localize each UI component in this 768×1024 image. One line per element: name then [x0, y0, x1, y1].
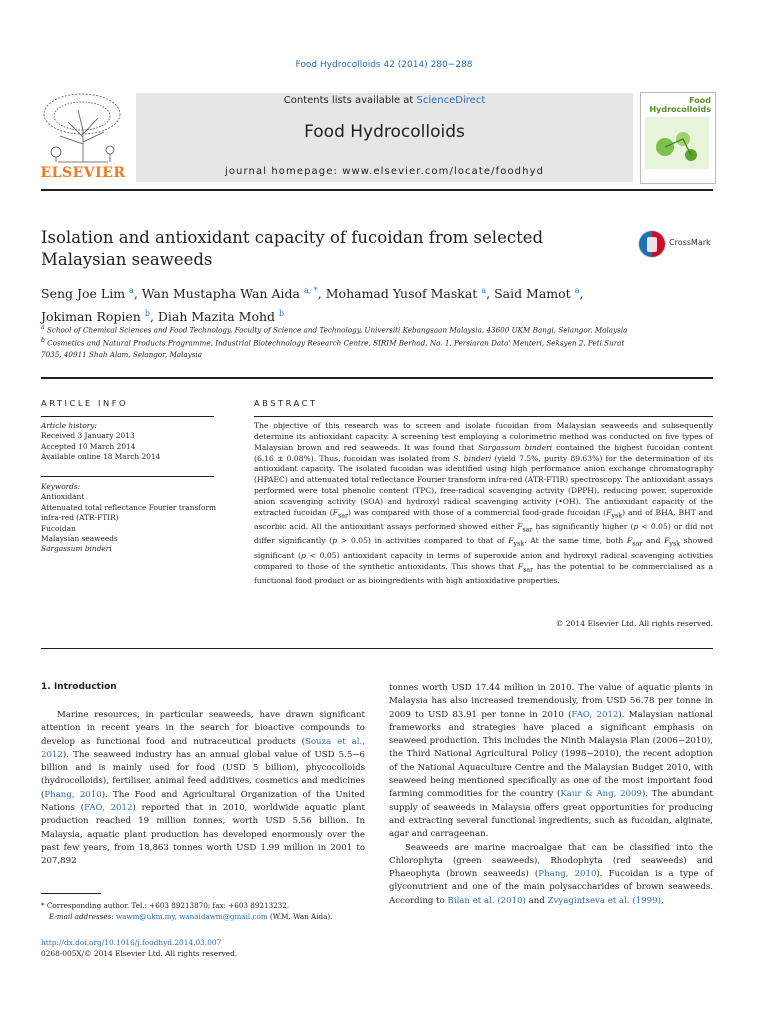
sciencedirect-link[interactable]: ScienceDirect [416, 95, 486, 106]
affiliation-mark: a [41, 324, 45, 331]
crossmark-label: CrossMark [669, 238, 711, 247]
email-link[interactable]: wanaidawm@gmail.com [179, 912, 268, 921]
section-rule [41, 377, 713, 379]
author-name: Said Mamot [494, 286, 571, 302]
header-rule [41, 189, 713, 191]
issn-line: 0268-005X/© 2014 Elsevier Ltd. All rights reserved. [41, 949, 238, 958]
article-info-rule [41, 416, 214, 417]
keywords-rule [41, 476, 214, 477]
contents-available-line [136, 95, 633, 106]
body-column-right [389, 682, 713, 908]
author-affiliation-mark[interactable]: a [481, 286, 487, 295]
corresponding-author-footnote [41, 900, 371, 922]
body-paragraph: tonnes worth USD 17.44 million in 2010. The value of aquatic plants in Malaysia has also increased tremendously, from USD 56.78 per tonne in 2009 to USD 83.91 per tonne in 2010 (FAO, 2012). Malaysian national frameworks and strategies have placed a significant emphasis on seaweed production. This includes the Ninth Malaysia Plan (2006−2010), the Third National Agricultural Policy (1998−2010), the recent adoption of the National Aquaculture Centre and the Malaysian Budget 2010, with seaweed being mentioned specifically as one of the most important food farming commodities for the country (Kaur & Ang, 2009). The abundant supply of seaweeds in Malaysia offers great opportunities for producing and extracting several functional ingredients, such as fucoidan, alginate, agar and carrageenan. [389, 683, 713, 840]
body-paragraph: Seaweeds are marine macroalgae that can be classified into the Chlorophyta (green seaweeds), Rhodophyta (red seaweeds) and Phaeophyta (brown seaweeds) (Phang, 2010). Fucoidan is a type of glyconutrient and one of the main polysaccharides of brown seaweeds. According to Bilan et al. (2010) and Zvyagintseva et al. (1999), [389, 842, 714, 906]
article-info-heading: ARTICLE INFO [41, 398, 129, 408]
history-online: Available online 18 March 2014 [41, 452, 161, 462]
author-affiliation-mark[interactable]: b [144, 309, 150, 319]
affiliation-text: Cosmetics and Natural Products Programme, Industrial Biotechnology Research Centre, SIRIM Berhad, No. 1, Persiaran Dato' Menteri, Seksyen 2, Peti Surat 7035, 40911 Shah Alam, Selangor, Malaysia [41, 338, 625, 359]
author-separator: , [149, 309, 158, 325]
email-separator: , [174, 912, 180, 921]
publisher-name: ELSEVIER [40, 165, 126, 181]
author-name: Wan Mustapha Wan Aida [141, 286, 300, 302]
history-received: Received 3 January 2013 [41, 431, 135, 441]
body-column-left: Marine resources, in particular seaweeds, have drawn significant attention in recent years in the search for bioactive compounds to develop as functional food and nutraceutical products (Souza et al., 2012). The seaweed industry has an annual global value of USD 5.5−6 billion and is mainly used for food (USD 5 billion), phycocolloids (hydrocolloids), fertiliser, animal feed additives, cosmetics and medicines (Phang, 2010). The Food and Agricultural Organization of the United Nations (FAO, 2012) reported that in 2010, worldwide aquatic plant production reached 19 million tonnes, worth USD 5.56 billion. In Malaysia, aquatic plant production has developed enormously over the past few years, from 18,863 tonnes worth USD 1.99 million in 2001 to 207,892 [41, 710, 366, 867]
footnote-rule [41, 893, 101, 894]
citation-link[interactable]: FAO, 2012 [84, 803, 133, 814]
email-link[interactable]: wawm@ukm.my [116, 912, 175, 921]
article-history [41, 421, 216, 463]
keyword: Antioxidant [41, 492, 85, 502]
keyword: Fucoidan [41, 523, 76, 533]
journal-title: Food Hydrocolloids [304, 122, 465, 142]
crossmark-badge[interactable] [637, 229, 717, 259]
citation-link[interactable]: Kaur & Ang, 2009 [560, 789, 642, 800]
keyword: Sargassum binderi [41, 544, 112, 554]
keyword: Attenuated total reflectance Fourier transform infra-red (ATR-FTIR) [41, 502, 217, 523]
citation-link[interactable]: Phang, 2010 [44, 789, 102, 800]
affiliation-a [41, 322, 641, 335]
keyword: Malaysian seaweeds [41, 534, 118, 544]
citation-link[interactable]: Phang, 2010 [538, 869, 597, 880]
author-affiliation-mark[interactable]: a [129, 286, 134, 295]
affiliations [41, 322, 641, 360]
article-title: Isolation and antioxidant capacity of fucoidan from selected Malaysian seaweeds [41, 228, 544, 269]
cover-title: Food Hydrocolloids [649, 96, 711, 114]
author-affiliation-mark[interactable]: a, * [303, 286, 318, 295]
abstract-text: The objective of this research was to screen and isolate fucoidan from Malaysian seaweeds and subsequently determine its antioxidant capacity. A screening test employing a colorimetric method was conducted on five types of Malaysian brown and red seaweeds. It was found that Sargassum binderi contained the highest fucoidan content (6.16 ± 0.08%). Thus, fucoidan was isolated from S. binderi (yield 7.5%, purity 89.63%) for the determination of its antioxidant capacity. The isolated fucoidan was identified using high performance anion exchange chromatography (HPAEC) and attenuated total reflectance Fourier transform infra-red (ATR-FTIR) spectroscopy. The antioxidant assays performed were total phenolic content (TPC), free-radical scavenging activity (DPPH), reducing power, superoxide anion scavenging activity (SOA) and hydroxyl radical scavenging activity (•OH). The antioxidant capacity of the extracted fucoidan $(F_{sar})$ was compared with those of a commercial food-grade fucoidan $(F_{ysk})$ and of BHA, BHT and ascorbic acid. All the antioxidant assays performed showed either $F_{sar}$ has significantly higher (p < 0.05) or did not differ significantly (p > 0.05) in activities compared to that of $F_{ysk}$. At the same time, both $F_{sar}$ and $F_{ysk}$ showed significant (p < 0.05) antioxidant capacity in terms of superoxide anion and hydroxyl radical scavenging activities compared to those of the synthetic antioxidants. This shows that $F_{sar}$ has the potential to be commercialised as a functional food product or as bioingredients with high antioxidative properties. [254, 421, 714, 586]
doi-link[interactable]: http://dx.doi.org/10.1016/j.foodhyd.2014.03.007 [41, 938, 222, 947]
keywords [41, 482, 216, 555]
journal-homepage[interactable]: journal homepage: www.elsevier.com/locate/foodhyd [224, 166, 545, 177]
history-label: Article history: [41, 421, 97, 430]
citation-link[interactable]: Zvyagintseva et al. (1999) [547, 895, 661, 906]
corresponding-contact: * Corresponding author. Tel.: +603 89213870; fax: +603 89213232. [41, 901, 290, 910]
affiliation-b [41, 335, 641, 359]
citation-link[interactable]: FAO, 2012 [571, 709, 619, 720]
abstract-copyright: © 2014 Elsevier Ltd. All rights reserved. [555, 619, 713, 628]
author-separator: , [133, 286, 142, 302]
email-label: E-mail addresses: [49, 912, 116, 921]
history-accepted: Accepted 10 March 2014 [41, 441, 136, 451]
contents-prefix: Contents lists available at [283, 95, 417, 106]
journal-cover-thumbnail [640, 92, 716, 184]
doi-block [41, 937, 237, 959]
author-separator: , [317, 286, 326, 302]
journal-reference[interactable]: Food Hydrocolloids 42 (2014) 280−288 [295, 60, 473, 70]
citation-link[interactable]: Bilan et al. (2010) [447, 895, 526, 906]
author-list [41, 281, 681, 327]
body-rule [41, 648, 713, 649]
affiliation-mark: b [41, 337, 45, 345]
author-separator: , [486, 286, 495, 302]
author-affiliation-mark[interactable]: b [279, 309, 285, 319]
email-owner: (W.M. Wan Aida). [267, 912, 333, 921]
citation-link[interactable]: Souza et al., 2012 [41, 736, 365, 760]
author-separator: , [579, 286, 584, 302]
author-name: Mohamad Yusof Maskat [325, 286, 478, 302]
crossmark-icon [637, 229, 667, 259]
cover-molecule-image [645, 117, 709, 169]
affiliation-text: School of Chemical Sciences and Food Technology, Faculty of Science and Technology, Universiti Kebangsaan Malaysia, 43600 UKM Bangi, Selangor, Malaysia [46, 325, 628, 335]
introduction-heading: 1. Introduction [41, 682, 117, 692]
author-affiliation-mark[interactable]: a [574, 286, 580, 295]
author-name: Seng Joe Lim [41, 286, 126, 302]
keywords-label: Keywords: [41, 482, 81, 491]
author-name: Diah Mazita Mohd [157, 309, 276, 325]
abstract-heading: ABSTRACT [254, 398, 318, 408]
abstract-rule [254, 416, 713, 417]
author-name: Jokiman Ropien [41, 309, 141, 325]
